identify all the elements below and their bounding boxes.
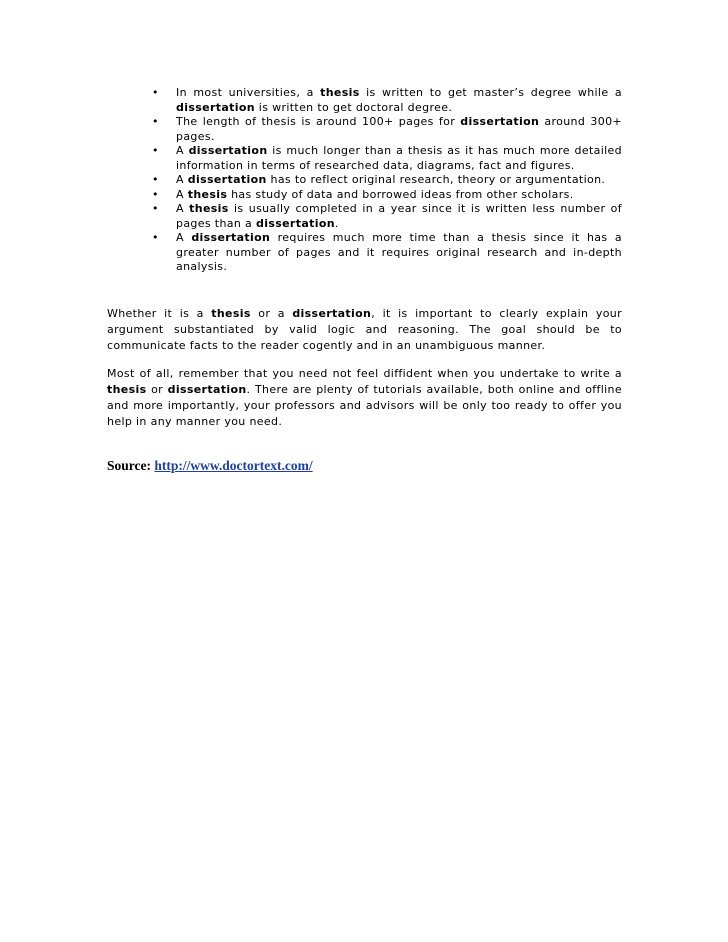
text-run: is written to get master’s degree while a: [359, 86, 622, 99]
text-run: , it is important to clearly explain your argument substantiated by valid logic and reasoning. The goal should be to communicate facts to the reader cogently and in an unambiguous manner.: [107, 307, 622, 352]
emphasized-term: dissertation: [191, 231, 271, 244]
emphasized-term: dissertation: [187, 173, 267, 186]
text-run: Most of all, remember that you need not feel diffident when you undertake to write a: [107, 367, 622, 380]
bullet-icon: •: [152, 231, 159, 244]
source-label: Source:: [107, 458, 151, 473]
bullet-item: [152, 86, 622, 115]
bullet-icon: •: [152, 86, 159, 99]
text-run: around 300+ pages.: [176, 115, 622, 143]
emphasized-term: thesis: [320, 86, 360, 99]
bullet-text: [176, 115, 622, 143]
bullet-item: [152, 202, 622, 231]
comparison-bullet-list: [152, 86, 622, 275]
text-run: has to reflect original research, theory or argumentation.: [266, 173, 606, 186]
text-run: or a: [250, 307, 293, 320]
emphasized-term: thesis: [189, 202, 229, 215]
text-run: A: [176, 187, 188, 201]
bullet-item: [152, 115, 622, 144]
text-run: is written to get doctoral degree.: [254, 100, 453, 114]
bullet-text: [176, 188, 574, 201]
text-run: . There are plenty of tutorials available, both online and offline and more importantly, your professors and advisors will be only too ready to offer you help in any manner you need.: [107, 383, 622, 428]
bullet-text: [176, 144, 622, 172]
emphasized-term: dissertation: [176, 100, 255, 114]
bullet-text: [176, 202, 622, 230]
emphasized-term: thesis: [211, 307, 251, 320]
text-run: Whether it is a: [107, 307, 212, 320]
bullet-item: [152, 188, 622, 203]
text-run: requires much more time than a thesis since it has a greater number of pages and it requires original research and in-depth analysis.: [176, 231, 622, 273]
text-run: The length of thesis is around 100+ pages for: [176, 115, 461, 128]
bullet-icon: •: [152, 144, 159, 157]
bullet-text: [176, 173, 605, 186]
body-paragraph-advice: [107, 366, 622, 430]
text-run: has study of data and borrowed ideas from other scholars.: [227, 187, 574, 201]
emphasized-term: thesis: [107, 383, 147, 396]
bullet-icon: •: [152, 202, 159, 215]
bullet-icon: •: [152, 115, 159, 128]
text-run: or: [146, 383, 168, 396]
text-run: A: [176, 144, 189, 157]
source-link[interactable]: http://www.doctortext.com/: [154, 458, 313, 473]
emphasized-term: dissertation: [292, 307, 372, 320]
emphasized-term: dissertation: [188, 144, 268, 157]
bullet-item: [152, 144, 622, 173]
emphasized-term: dissertation: [167, 383, 247, 396]
text-run: A: [176, 173, 188, 186]
text-run: .: [334, 216, 339, 230]
bullet-icon: •: [152, 187, 159, 201]
text-run: In most universities, a: [176, 86, 321, 99]
bullet-text: [176, 231, 622, 273]
bullet-text: [176, 86, 622, 114]
text-run: is much longer than a thesis as it has much more detailed information in terms of researched data, diagrams, fact and figures.: [176, 144, 622, 172]
text-run: is usually completed in a year since it is written less number of pages than a: [176, 202, 622, 230]
bullet-icon: •: [152, 173, 159, 186]
emphasized-term: dissertation: [255, 216, 335, 230]
bullet-item: [152, 231, 622, 275]
text-run: A: [176, 202, 190, 215]
text-run: A: [176, 231, 192, 244]
emphasized-term: dissertation: [460, 115, 540, 128]
emphasized-term: thesis: [187, 187, 228, 201]
bullet-item: [152, 173, 622, 188]
source-line: [107, 457, 313, 475]
body-paragraph-argument: [107, 306, 622, 354]
